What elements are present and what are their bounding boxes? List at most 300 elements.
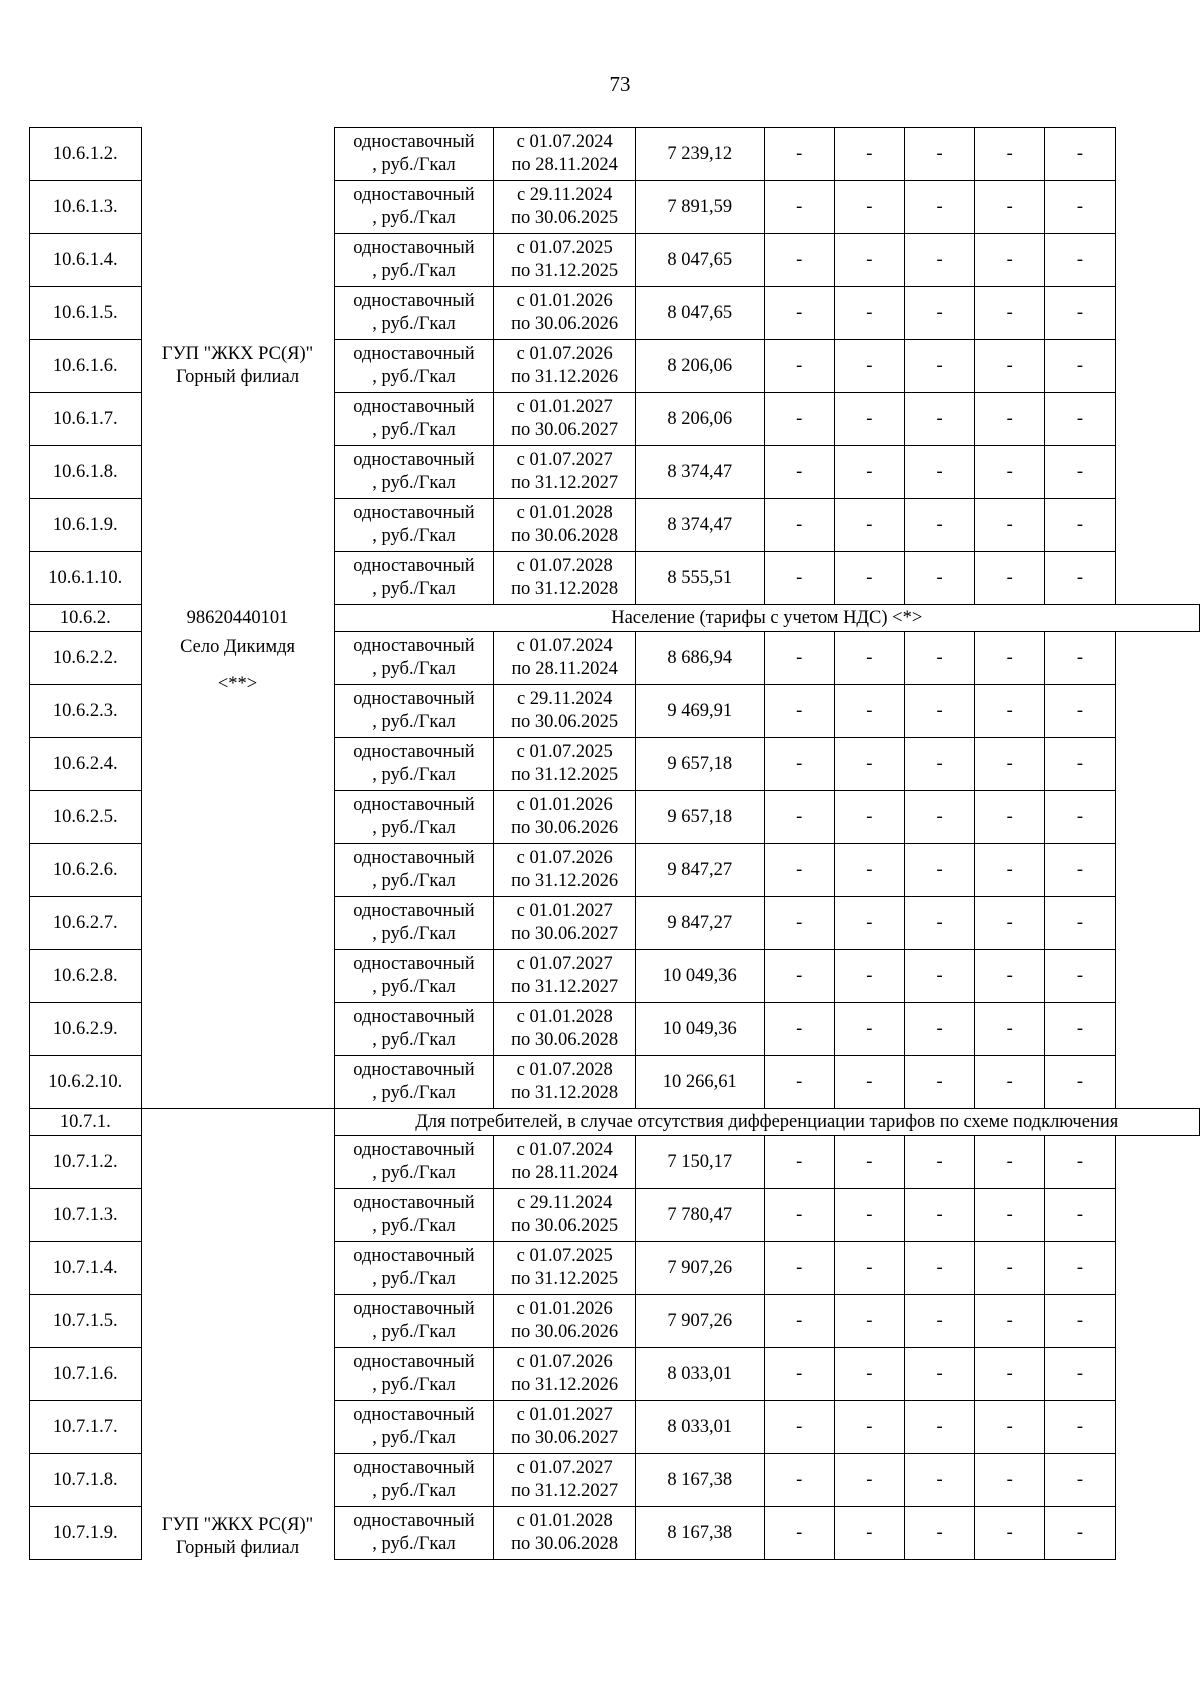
- dash-cell: -: [764, 1348, 834, 1401]
- period-from: с 01.07.2028: [516, 556, 613, 576]
- dash-cell: -: [834, 552, 904, 605]
- row-number: 10.6.2.4.: [30, 738, 142, 791]
- dash-cell: -: [904, 632, 974, 685]
- tariff-type-line2: , руб./Гкал: [372, 1083, 456, 1103]
- dash-cell: -: [975, 128, 1045, 181]
- dash-cell: -: [904, 181, 974, 234]
- dash-cell: -: [764, 499, 834, 552]
- dash-cell: -: [834, 499, 904, 552]
- dash-cell: -: [975, 1401, 1045, 1454]
- row-number: 10.6.2.10.: [30, 1056, 142, 1109]
- period: [494, 1507, 635, 1560]
- row-number: 10.6.2.7.: [30, 897, 142, 950]
- dash-cell: -: [904, 287, 974, 340]
- period-from: с 01.07.2024: [516, 636, 613, 656]
- period-from: с 01.07.2027: [516, 450, 613, 470]
- tariff-type-line1: одноставочный: [353, 742, 475, 762]
- row-number: 10.6.2.5.: [30, 791, 142, 844]
- tariff-type-line1: одноставочный: [353, 1352, 475, 1372]
- dash-cell: -: [1045, 1056, 1115, 1109]
- dash-cell: -: [764, 791, 834, 844]
- dash-cell: -: [834, 844, 904, 897]
- dash-cell: -: [1045, 950, 1115, 1003]
- settlement-note: <**>: [217, 673, 258, 694]
- tariff-type-line2: , руб./Гкал: [372, 1216, 456, 1236]
- tariff-value: 9 847,27: [635, 844, 764, 897]
- dash-cell: -: [975, 1507, 1045, 1560]
- tariff-type-line1: одноставочный: [353, 954, 475, 974]
- dash-cell: -: [1045, 181, 1115, 234]
- dash-cell: -: [975, 287, 1045, 340]
- dash-cell: -: [764, 897, 834, 950]
- tariff-value: 8 374,47: [635, 499, 764, 552]
- dash-cell: -: [975, 897, 1045, 950]
- tariff-value: 10 266,61: [635, 1056, 764, 1109]
- settlement-cell: [141, 632, 334, 1109]
- dash-cell: -: [975, 552, 1045, 605]
- dash-cell: -: [764, 1401, 834, 1454]
- tariff-type-line1: одноставочный: [353, 1511, 475, 1531]
- row-number: 10.6.1.10.: [30, 552, 142, 605]
- period: [494, 1401, 635, 1454]
- dash-cell: -: [975, 738, 1045, 791]
- dash-cell: -: [1045, 1348, 1115, 1401]
- tariff-type-line2: , руб./Гкал: [372, 765, 456, 785]
- dash-cell: -: [1045, 499, 1115, 552]
- period: [494, 1189, 635, 1242]
- tariff-value: 9 657,18: [635, 738, 764, 791]
- tariff-value: 8 206,06: [635, 340, 764, 393]
- row-number: 10.6.1.6.: [30, 340, 142, 393]
- row-number: 10.7.1.6.: [30, 1348, 142, 1401]
- period-to: по 30.06.2028: [511, 526, 619, 546]
- dash-cell: -: [834, 685, 904, 738]
- dash-cell: -: [975, 844, 1045, 897]
- period-to: по 28.11.2024: [511, 1163, 618, 1183]
- tariff-type-line2: , руб./Гкал: [372, 712, 456, 732]
- dash-cell: -: [975, 632, 1045, 685]
- dash-cell: -: [1045, 234, 1115, 287]
- dash-cell: -: [975, 340, 1045, 393]
- tariff-value: 7 150,17: [635, 1136, 764, 1189]
- dash-cell: -: [834, 393, 904, 446]
- tariff-type-line1: одноставочный: [353, 1060, 475, 1080]
- tariff-type-line2: , руб./Гкал: [372, 924, 456, 944]
- tariff-type-line2: , руб./Гкал: [372, 1481, 456, 1501]
- dash-cell: -: [904, 1189, 974, 1242]
- dash-cell: -: [904, 1136, 974, 1189]
- tariff-value: 8 167,38: [635, 1454, 764, 1507]
- dash-cell: -: [764, 950, 834, 1003]
- dash-cell: -: [764, 1242, 834, 1295]
- tariff-type: [334, 1189, 494, 1242]
- tariff-value: 8 555,51: [635, 552, 764, 605]
- dash-cell: -: [1045, 1242, 1115, 1295]
- tariff-value: 7 239,12: [635, 128, 764, 181]
- tariff-value: 8 047,65: [635, 234, 764, 287]
- dash-cell: -: [834, 1507, 904, 1560]
- tariff-value: 7 780,47: [635, 1189, 764, 1242]
- dash-cell: -: [764, 552, 834, 605]
- tariff-type-line2: , руб./Гкал: [372, 871, 456, 891]
- tariff-type-line2: , руб./Гкал: [372, 473, 456, 493]
- tariff-type-line2: , руб./Гкал: [372, 261, 456, 281]
- tariff-type-line1: одноставочный: [353, 1405, 475, 1425]
- dash-cell: -: [834, 791, 904, 844]
- dash-cell: -: [834, 1242, 904, 1295]
- period: [494, 791, 635, 844]
- tariff-type-line2: , руб./Гкал: [372, 420, 456, 440]
- dash-cell: -: [904, 1295, 974, 1348]
- section-title: Население (тарифы с учетом НДС) <*>: [334, 605, 1199, 632]
- settlement-name: Село Дикимдя: [180, 636, 295, 657]
- period: [494, 499, 635, 552]
- dash-cell: -: [975, 446, 1045, 499]
- dash-cell: -: [904, 552, 974, 605]
- dash-cell: -: [834, 738, 904, 791]
- period-to: по 31.12.2025: [511, 765, 619, 785]
- dash-cell: -: [904, 897, 974, 950]
- period: [494, 897, 635, 950]
- tariff-type: [334, 897, 494, 950]
- dash-cell: -: [1045, 1189, 1115, 1242]
- tariff-type-line2: , руб./Гкал: [372, 1534, 456, 1554]
- period-from: с 01.07.2026: [516, 344, 613, 364]
- tariff-value: 8 686,94: [635, 632, 764, 685]
- period: [494, 738, 635, 791]
- dash-cell: -: [904, 393, 974, 446]
- period-to: по 30.06.2025: [511, 208, 619, 228]
- dash-cell: -: [834, 446, 904, 499]
- period: [494, 1295, 635, 1348]
- tariff-type: [334, 1348, 494, 1401]
- tariff-type-line2: , руб./Гкал: [372, 1375, 456, 1395]
- dash-cell: -: [975, 1348, 1045, 1401]
- period-to: по 30.06.2025: [511, 712, 619, 732]
- tariff-type-line1: одноставочный: [353, 291, 475, 311]
- table-row: [30, 632, 1200, 685]
- dash-cell: -: [764, 393, 834, 446]
- period-to: по 30.06.2027: [511, 924, 619, 944]
- period: [494, 340, 635, 393]
- dash-cell: -: [764, 1136, 834, 1189]
- row-number: 10.6.1.8.: [30, 446, 142, 499]
- period-from: с 01.07.2027: [516, 1458, 613, 1478]
- dash-cell: -: [834, 897, 904, 950]
- row-number: 10.6.2.6.: [30, 844, 142, 897]
- dash-cell: -: [764, 340, 834, 393]
- tariff-type: [334, 446, 494, 499]
- dash-cell: -: [1045, 393, 1115, 446]
- row-number: 10.6.1.4.: [30, 234, 142, 287]
- tariff-type: [334, 499, 494, 552]
- settlement-code: 98620440101: [186, 607, 289, 628]
- period-from: с 01.07.2024: [516, 1140, 613, 1160]
- tariff-type-line2: , руб./Гкал: [372, 208, 456, 228]
- tariff-type: [334, 1136, 494, 1189]
- tariff-type: [334, 1003, 494, 1056]
- dash-cell: -: [904, 844, 974, 897]
- dash-cell: -: [975, 950, 1045, 1003]
- period-from: с 01.01.2027: [516, 901, 613, 921]
- period: [494, 181, 635, 234]
- dash-cell: -: [904, 446, 974, 499]
- tariff-type: [334, 1454, 494, 1507]
- period: [494, 128, 635, 181]
- dash-cell: -: [834, 287, 904, 340]
- row-number: 10.6.2.9.: [30, 1003, 142, 1056]
- dash-cell: -: [764, 234, 834, 287]
- dash-cell: -: [904, 1003, 974, 1056]
- tariff-value: 8 033,01: [635, 1401, 764, 1454]
- tariff-type-line1: одноставочный: [353, 1246, 475, 1266]
- period-to: по 31.12.2026: [511, 367, 619, 387]
- tariff-type-line2: , руб./Гкал: [372, 367, 456, 387]
- dash-cell: -: [1045, 897, 1115, 950]
- period-to: по 31.12.2026: [511, 1375, 619, 1395]
- dash-cell: -: [904, 950, 974, 1003]
- dash-cell: -: [975, 1136, 1045, 1189]
- tariff-type-line1: одноставочный: [353, 503, 475, 523]
- period-from: с 01.01.2027: [516, 1405, 613, 1425]
- tariff-type-line1: одноставочный: [353, 848, 475, 868]
- period-to: по 31.12.2027: [511, 473, 619, 493]
- period-to: по 30.06.2026: [511, 818, 619, 838]
- dash-cell: -: [975, 1003, 1045, 1056]
- dash-cell: -: [904, 1056, 974, 1109]
- tariff-type-line1: одноставочный: [353, 450, 475, 470]
- period-from: с 01.01.2028: [516, 503, 613, 523]
- period: [494, 1242, 635, 1295]
- dash-cell: -: [904, 738, 974, 791]
- period: [494, 632, 635, 685]
- period-from: с 01.07.2028: [516, 1060, 613, 1080]
- tariff-type: [334, 685, 494, 738]
- dash-cell: -: [764, 1189, 834, 1242]
- period-to: по 30.06.2028: [511, 1030, 619, 1050]
- tariff-type-line2: , руб./Гкал: [372, 1322, 456, 1342]
- row-number: 10.7.1.8.: [30, 1454, 142, 1507]
- row-number: 10.7.1.7.: [30, 1401, 142, 1454]
- tariff-value: 9 847,27: [635, 897, 764, 950]
- period: [494, 446, 635, 499]
- tariff-type-line1: одноставочный: [353, 795, 475, 815]
- period-to: по 28.11.2024: [511, 659, 618, 679]
- period-to: по 30.06.2028: [511, 1534, 619, 1554]
- tariff-type-line2: , руб./Гкал: [372, 659, 456, 679]
- tariff-type-line1: одноставочный: [353, 185, 475, 205]
- dash-cell: -: [1045, 340, 1115, 393]
- tariff-type-line1: одноставочный: [353, 556, 475, 576]
- dash-cell: -: [975, 1295, 1045, 1348]
- dash-cell: -: [834, 1348, 904, 1401]
- tariff-value: 7 907,26: [635, 1295, 764, 1348]
- period-to: по 30.06.2027: [511, 420, 619, 440]
- dash-cell: -: [764, 685, 834, 738]
- period-to: по 30.06.2025: [511, 1216, 619, 1236]
- dash-cell: -: [1045, 1003, 1115, 1056]
- dash-cell: -: [834, 340, 904, 393]
- dash-cell: -: [975, 1189, 1045, 1242]
- tariff-type-line1: одноставочный: [353, 1007, 475, 1027]
- tariff-type: [334, 393, 494, 446]
- tariff-value: 10 049,36: [635, 1003, 764, 1056]
- dash-cell: -: [834, 1401, 904, 1454]
- tariff-value: 9 657,18: [635, 791, 764, 844]
- period-to: по 30.06.2026: [511, 1322, 619, 1342]
- row-number: 10.7.1.3.: [30, 1189, 142, 1242]
- dash-cell: -: [904, 1507, 974, 1560]
- dash-cell: -: [764, 1056, 834, 1109]
- row-number: 10.6.2.8.: [30, 950, 142, 1003]
- dash-cell: -: [975, 685, 1045, 738]
- period-to: по 30.06.2026: [511, 314, 619, 334]
- dash-cell: -: [834, 632, 904, 685]
- tariff-type-line1: одноставочный: [353, 1193, 475, 1213]
- tariff-type-line2: , руб./Гкал: [372, 977, 456, 997]
- dash-cell: -: [1045, 685, 1115, 738]
- tariff-type: [334, 234, 494, 287]
- org-name-cell: ГУП "ЖКХ РС(Я)" Горный филиал: [161, 344, 314, 387]
- period-from: с 01.01.2028: [516, 1007, 613, 1027]
- period-to: по 31.12.2028: [511, 1083, 619, 1103]
- dash-cell: -: [1045, 738, 1115, 791]
- period-from: с 01.07.2026: [516, 1352, 613, 1372]
- period-to: по 30.06.2027: [511, 1428, 619, 1448]
- period: [494, 552, 635, 605]
- period: [494, 1348, 635, 1401]
- period-from: с 01.07.2025: [516, 238, 613, 258]
- tariff-type-line2: , руб./Гкал: [372, 314, 456, 334]
- tariff-type-line1: одноставочный: [353, 132, 475, 152]
- period: [494, 1056, 635, 1109]
- period-to: по 31.12.2026: [511, 871, 619, 891]
- dash-cell: -: [975, 181, 1045, 234]
- tariff-type-line1: одноставочный: [353, 397, 475, 417]
- tariff-type: [334, 181, 494, 234]
- org-name-cell-bottom: ГУП "ЖКХ РС(Я)" Горный филиал: [141, 1109, 334, 1560]
- dash-cell: -: [904, 234, 974, 287]
- period: [494, 1136, 635, 1189]
- tariff-type: [334, 1295, 494, 1348]
- row-number: 10.6.1.7.: [30, 393, 142, 446]
- tariff-type-line2: , руб./Гкал: [372, 1163, 456, 1183]
- tariff-value: 10 049,36: [635, 950, 764, 1003]
- dash-cell: -: [1045, 632, 1115, 685]
- dash-cell: -: [975, 393, 1045, 446]
- row-number: 10.7.1.4.: [30, 1242, 142, 1295]
- dash-cell: -: [1045, 1454, 1115, 1507]
- dash-cell: -: [764, 738, 834, 791]
- tariff-type: [334, 738, 494, 791]
- period-to: по 31.12.2025: [511, 1269, 619, 1289]
- dash-cell: -: [975, 234, 1045, 287]
- tariff-type-line1: одноставочный: [353, 1140, 475, 1160]
- tariff-value: 7 891,59: [635, 181, 764, 234]
- tariff-type: [334, 1401, 494, 1454]
- dash-cell: -: [1045, 446, 1115, 499]
- row-number: 10.7.1.5.: [30, 1295, 142, 1348]
- dash-cell: -: [764, 181, 834, 234]
- dash-cell: -: [1045, 1401, 1115, 1454]
- section-number: 10.6.2.: [30, 605, 142, 632]
- dash-cell: -: [764, 446, 834, 499]
- dash-cell: -: [904, 1454, 974, 1507]
- dash-cell: -: [1045, 791, 1115, 844]
- dash-cell: -: [904, 128, 974, 181]
- tariff-value: 7 907,26: [635, 1242, 764, 1295]
- tariff-type: [334, 287, 494, 340]
- tariff-value: 8 374,47: [635, 446, 764, 499]
- tariff-type: [334, 844, 494, 897]
- table-row: [30, 128, 1200, 181]
- dash-cell: -: [834, 950, 904, 1003]
- period-to: по 31.12.2028: [511, 579, 619, 599]
- dash-cell: -: [834, 1454, 904, 1507]
- dash-cell: -: [1045, 128, 1115, 181]
- tariff-type: [334, 950, 494, 1003]
- row-number: 10.7.1.9.: [30, 1507, 142, 1560]
- tariff-type-line1: одноставочный: [353, 636, 475, 656]
- period: [494, 950, 635, 1003]
- tariff-value: 8 033,01: [635, 1348, 764, 1401]
- dash-cell: -: [834, 181, 904, 234]
- tariff-type-line2: , руб./Гкал: [372, 579, 456, 599]
- period: [494, 1454, 635, 1507]
- tariff-type-line2: , руб./Гкал: [372, 526, 456, 546]
- period: [494, 685, 635, 738]
- tariff-value: 8 047,65: [635, 287, 764, 340]
- period-from: с 29.11.2024: [516, 1193, 613, 1213]
- tariff-type-line2: , руб./Гкал: [372, 1030, 456, 1050]
- section-number: 10.7.1.: [30, 1109, 142, 1136]
- dash-cell: -: [975, 499, 1045, 552]
- dash-cell: -: [975, 1242, 1045, 1295]
- tariff-type-line1: одноставочный: [353, 901, 475, 921]
- dash-cell: -: [1045, 287, 1115, 340]
- dash-cell: -: [834, 1003, 904, 1056]
- row-number: 10.6.1.9.: [30, 499, 142, 552]
- tariff-type-line2: , руб./Гкал: [372, 1428, 456, 1448]
- period-from: с 01.01.2026: [516, 795, 613, 815]
- tariff-value: 8 206,06: [635, 393, 764, 446]
- section-row-10-7-1: [30, 1109, 1200, 1136]
- period-from: с 01.07.2024: [516, 132, 613, 152]
- period-to: по 28.11.2024: [511, 155, 618, 175]
- tariff-type: [334, 1056, 494, 1109]
- dash-cell: -: [1045, 844, 1115, 897]
- period: [494, 1003, 635, 1056]
- dash-cell: -: [834, 1295, 904, 1348]
- dash-cell: -: [764, 1507, 834, 1560]
- dash-cell: -: [904, 685, 974, 738]
- tariff-type: [334, 1242, 494, 1295]
- dash-cell: -: [975, 1454, 1045, 1507]
- dash-cell: -: [764, 632, 834, 685]
- dash-cell: -: [764, 1454, 834, 1507]
- period-to: по 31.12.2027: [511, 1481, 619, 1501]
- row-number: 10.6.1.2.: [30, 128, 142, 181]
- dash-cell: -: [834, 234, 904, 287]
- tariff-type: [334, 791, 494, 844]
- row-number: 10.6.1.3.: [30, 181, 142, 234]
- tariff-type-line1: одноставочный: [353, 238, 475, 258]
- tariff-type-line2: , руб./Гкал: [372, 818, 456, 838]
- tariff-table: [29, 127, 1200, 1560]
- tariff-value: 8 167,38: [635, 1507, 764, 1560]
- tariff-value: 9 469,91: [635, 685, 764, 738]
- tariff-type: [334, 1507, 494, 1560]
